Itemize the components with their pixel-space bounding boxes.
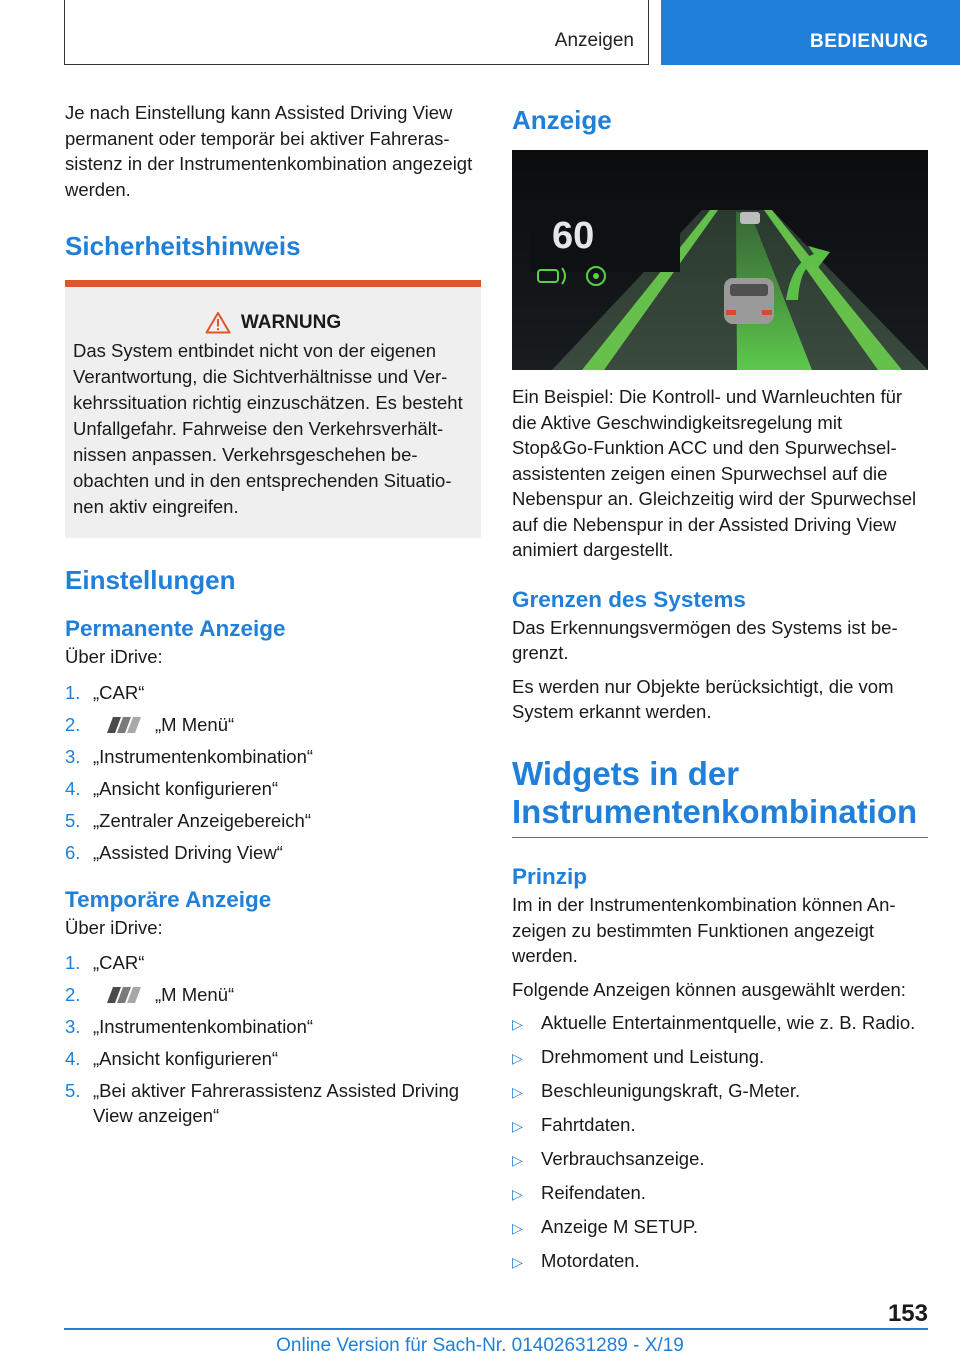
driving-view-illustration [512, 150, 928, 370]
warning-triangle-icon [205, 311, 231, 334]
bullet-triangle-icon: ▷ [512, 1084, 523, 1100]
safety-heading: Sicherheitshinweis [65, 231, 301, 261]
speed-readout: 60 [552, 215, 595, 257]
permanent-heading: Permanente Anzeige [65, 616, 286, 641]
settings-heading: Einstellungen [65, 565, 236, 595]
widgets-heading: Widgets in der Instrumentenkombination [512, 754, 918, 830]
warning-label: WARNUNG [240, 311, 342, 333]
permanent-lead: Über iDrive: [65, 646, 163, 667]
permanent-steps [65, 680, 481, 865]
list-item: 2. „M Menü“ [65, 984, 235, 1005]
list-item: 4. „Ansicht konfigurieren“ [65, 777, 279, 799]
list-item: ▷ Drehmoment und Leistung. [512, 1044, 928, 1071]
figure-caption: Ein Beispiel: Die Kontroll- und Warnleuchten für die Aktive Geschwindigkeitsregelung mit Stop&Go-Funktion ACC und den Spurwechselassistenten zeigen einen Spurwechsel auf die Nebenspur an. Gleichzeitig wird der Spurwechsel auf die Nebenspur in der Assisted Driving View animiert dargestellt. [512, 386, 917, 560]
header-section-box [64, 0, 649, 65]
limits-heading: Grenzen des Systems [512, 586, 746, 612]
list-item: ▷ Aktuelle Entertainmentquelle, wie z. B. Radio. [512, 1010, 928, 1037]
list-item: ▷ Anzeige M SETUP. [512, 1214, 928, 1241]
m-stripes-icon [99, 716, 147, 734]
list-item: 5. „Zentraler Anzeigebereich“ [65, 809, 311, 831]
temporary-lead: Über iDrive: [65, 916, 163, 938]
principle-paragraph-1: Im in der Instrumentenkombination können Anzeigen zu bestimmten Funktionen angezeigt werden. [512, 894, 896, 966]
footer-text: Online Version für Sach-Nr. 01402631289 - X/19 [276, 1335, 684, 1356]
widgets-divider [512, 837, 928, 839]
list-item: 4. „Ansicht konfigurieren“ [65, 1048, 279, 1069]
bullet-triangle-icon: ▷ [512, 1152, 523, 1168]
m-stripes-icon [99, 986, 147, 1004]
list-item: 2. „M Menü“ [65, 713, 235, 735]
footer-divider [64, 1328, 928, 1330]
bullet-triangle-icon: ▷ [512, 1220, 523, 1236]
left-column [65, 100, 481, 1135]
list-item: ▷ Fahrtdaten. [512, 1112, 928, 1139]
principle-paragraph-2: Folgende Anzeigen können ausgewählt werden: [512, 978, 906, 1000]
bullet-triangle-icon: ▷ [512, 1016, 523, 1032]
bullet-triangle-icon: ▷ [512, 1186, 523, 1202]
limits-paragraph-1: Das Erkennungsvermögen des Systems ist begrenzt. [512, 616, 898, 663]
list-item: 1. „CAR“ [65, 681, 145, 703]
list-item: ▷ Beschleunigungskraft, G-Meter. [512, 1078, 928, 1105]
list-item: 1. „CAR“ [65, 952, 145, 973]
list-item: 5. „Bei aktiver Fahrerassistenz Assisted Driving View anzeigen“ [65, 1080, 460, 1126]
temporary-heading: Temporäre Anzeige [65, 886, 272, 912]
bullet-triangle-icon: ▷ [512, 1254, 523, 1270]
header-section-title: Anzeigen [554, 30, 634, 51]
list-item: 3. „Instrumentenkombination“ [65, 745, 314, 767]
warning-header [73, 311, 473, 334]
header-chapter-tab: BEDIENUNG [661, 0, 960, 65]
display-heading: Anzeige [512, 105, 612, 135]
limits-paragraph-2: Es werden nur Objekte berücksichtigt, die vom System erkannt werden. [512, 675, 894, 722]
widget-list [512, 1010, 928, 1275]
list-item: 3. „Instrumentenkombination“ [65, 1016, 314, 1037]
list-item: ▷ Verbrauchsanzeige. [512, 1146, 928, 1173]
assisted-driving-view-figure [512, 150, 928, 370]
principle-heading: Prinzip [512, 864, 588, 889]
bullet-triangle-icon: ▷ [512, 1050, 523, 1066]
page-number: 153 [887, 1300, 928, 1327]
list-item: ▷ Motordaten. [512, 1248, 928, 1275]
list-item: 6. „Assisted Driving View“ [65, 841, 283, 863]
intro-paragraph: Je nach Einstellung kann Assisted Driving View permanent oder temporär bei aktiver Fahrerassistenz in der Instrumentenkombination angezeigt werden. [65, 102, 473, 200]
list-item: ▷ Reifendaten. [512, 1180, 928, 1207]
warning-text: Das System entbindet nicht von der eigenen Verantwortung, die Sichtverhältnisse und Verkehrssituation richtig einzuschätzen. Es besteht Unfallgefahr. Fahrweise den Verkehrsverhältnissen anpassen. Verkehrsgeschehen beobachten und in den entsprechenden Situationen aktiv eingreifen. [73, 340, 463, 517]
warning-box [65, 280, 481, 538]
temporary-steps [65, 950, 481, 1128]
right-column [512, 100, 928, 1282]
bullet-triangle-icon: ▷ [512, 1118, 523, 1134]
